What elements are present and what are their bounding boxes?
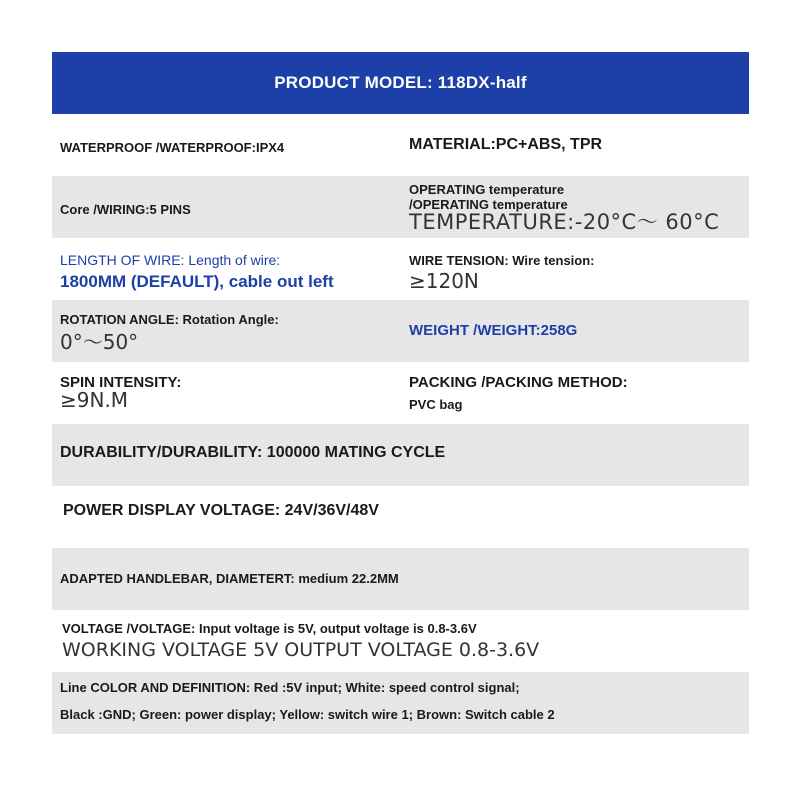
power-display-text: POWER DISPLAY VOLTAGE: 24V/36V/48V [63, 502, 379, 519]
row-handlebar [52, 548, 749, 610]
voltage-cell [52, 610, 749, 672]
line-color-text-1: Line COLOR AND DEFINITION: Red :5V input; White: speed control signal; [60, 680, 520, 695]
core-cell [52, 176, 402, 238]
row-voltage [52, 610, 749, 672]
product-model-title: PRODUCT MODEL: 118DX-half [274, 73, 527, 92]
material-cell [402, 114, 749, 176]
power-display-cell [52, 486, 749, 548]
temperature-cell [402, 176, 749, 238]
row-power-display [52, 486, 749, 548]
row-waterproof-material [52, 114, 749, 176]
weight-cell [402, 300, 749, 362]
spin-label: SPIN INTENSITY: [60, 374, 182, 391]
row-length-tension [52, 238, 749, 300]
tension-label: WIRE TENSION: Wire tension: [409, 253, 595, 268]
rotation-value: 0°～50° [60, 330, 139, 354]
row-rotation-weight [52, 300, 749, 362]
material-text: MATERIAL:PC+ABS, TPR [409, 136, 603, 153]
row-durability [52, 424, 749, 486]
weight-text: WEIGHT /WEIGHT:258G [409, 322, 578, 339]
temperature-range: TEMPERATURE:-20°C～ 60°C [409, 210, 720, 234]
tension-value: ≥120N [409, 269, 479, 293]
waterproof-cell [52, 114, 402, 176]
temperature-label-1: OPERATING temperature [409, 182, 565, 197]
rotation-label: ROTATION ANGLE: Rotation Angle: [60, 312, 279, 327]
row-spin-packing [52, 362, 749, 424]
row-core-temperature [52, 176, 749, 238]
handlebar-cell [52, 548, 749, 610]
spec-table [52, 52, 749, 734]
durability-text: DURABILITY/DURABILITY: 100000 MATING CYCLE [60, 444, 446, 461]
row-line-color [52, 672, 749, 734]
working-voltage-text: WORKING VOLTAGE 5V OUTPUT VOLTAGE 0.8-3.6V [62, 639, 540, 661]
tension-cell [402, 238, 749, 300]
voltage-label: VOLTAGE /VOLTAGE: Input voltage is 5V, output voltage is 0.8-3.6V [62, 621, 477, 636]
durability-cell [52, 424, 749, 486]
handlebar-text: ADAPTED HANDLEBAR, DIAMETERT: medium 22.2MM [60, 571, 399, 586]
waterproof-text: WATERPROOF /WATERPROOF:IPX4 [60, 140, 285, 155]
rotation-cell [52, 300, 402, 362]
packing-value: PVC bag [409, 397, 463, 412]
line-color-text-2: Black :GND; Green: power display; Yellow: switch wire 1; Brown: Switch cable 2 [60, 707, 555, 722]
spin-value: ≥9N.M [60, 388, 129, 412]
core-wiring-text: Core /WIRING:5 PINS [60, 202, 191, 217]
packing-cell [402, 362, 749, 424]
length-label: LENGTH OF WIRE: Length of wire: [60, 252, 281, 268]
product-model-header [52, 52, 749, 114]
length-cell [52, 238, 402, 300]
spin-cell [52, 362, 402, 424]
line-color-cell [52, 672, 749, 734]
temperature-label-2: /OPERATING temperature [409, 197, 568, 212]
packing-label: PACKING /PACKING METHOD: [409, 374, 628, 391]
length-value: 1800MM (DEFAULT), cable out left [60, 272, 334, 291]
